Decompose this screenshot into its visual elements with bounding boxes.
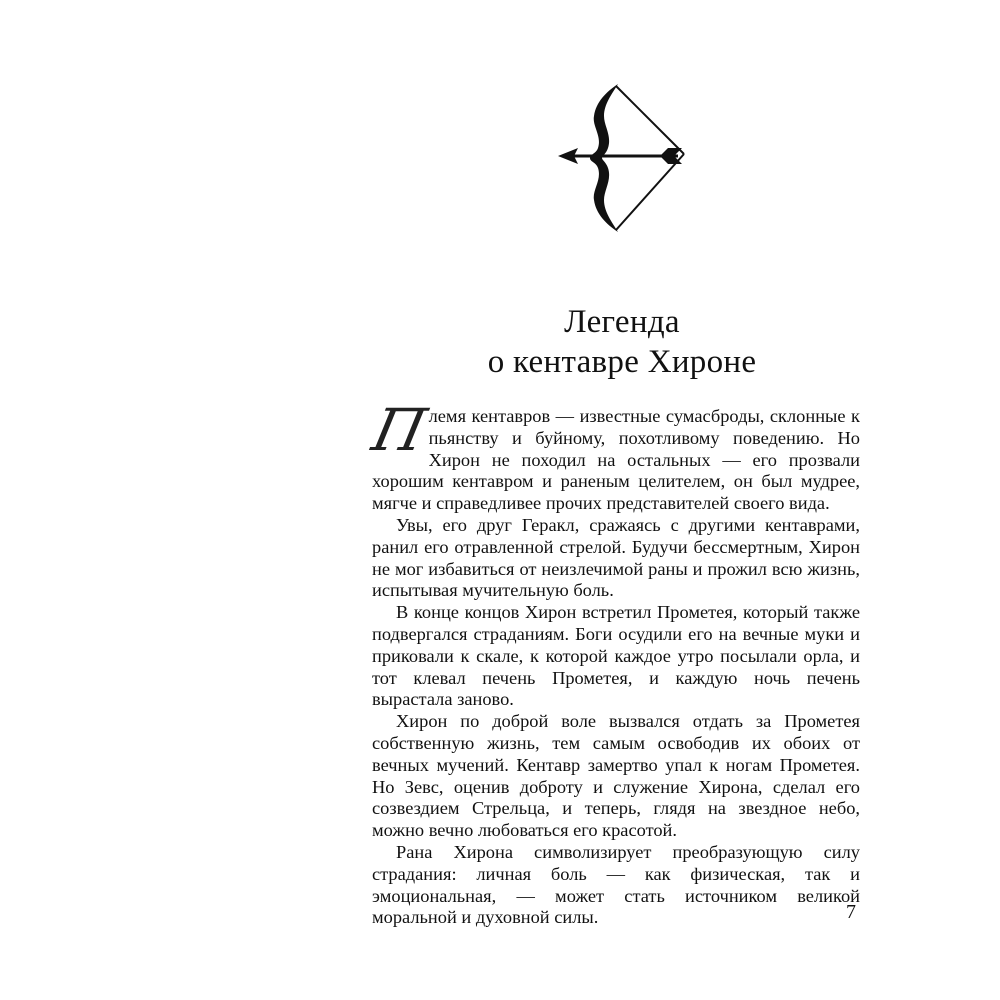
paragraph-5: Рана Хирона символизирует преобразующую силу страдания: личная боль — как физическая, так и эмоциональная, — может стать источником великой моральной и духовной силы.: [372, 841, 860, 928]
page-title: [372, 302, 872, 382]
paragraph-2: Увы, его друг Геракл, сражаясь с другими кентаврами, ранил его отравленной стрелой. Будучи бессмертным, Хирон не мог избавиться от неизлечимой раны и прожил всю жизнь, испытывая мучительную боль.: [372, 514, 860, 601]
paragraph-4: Хирон по доброй воле вызвался отдать за Прометея собственную жизнь, тем самым освободив их обоих от вечных мучений. Кентавр замертво упал к ногам Прометея. Но Зевс, оценив доброту и служение Хирона, сделал его созвездием Стрельца, и теперь, глядя на звездное небо, можно вечно любоваться его красотой.: [372, 711, 860, 841]
paragraph-3: В конце концов Хирон встретил Прометея, который также подвергался страданиям. Боги осудили его на вечные муки и приковали к скале, к которой каждое утро посылали орла, и тот клевал печень Прометея, и каждую ночь печень вырастала заново.: [372, 602, 860, 710]
title-line-2: о кентавре Хироне: [487, 344, 757, 380]
page-number: 7: [846, 901, 856, 923]
bow-and-arrow-icon: [556, 80, 688, 236]
title-line-1: Легенда: [564, 304, 680, 340]
paragraph-1-text: лемя кентавров — известные сумасброды, склонные к пьянству и буйному, похотливому поведению. Но Хирон не походил на остальных — его прозвали хорошим кентавром и раненым целителем, он был мудрее, мягче и справедливее прочих представителей своего вида.: [372, 406, 860, 514]
body-text: [366, 396, 860, 929]
drop-cap: П: [366, 396, 432, 464]
paragraph-1: [366, 396, 860, 515]
